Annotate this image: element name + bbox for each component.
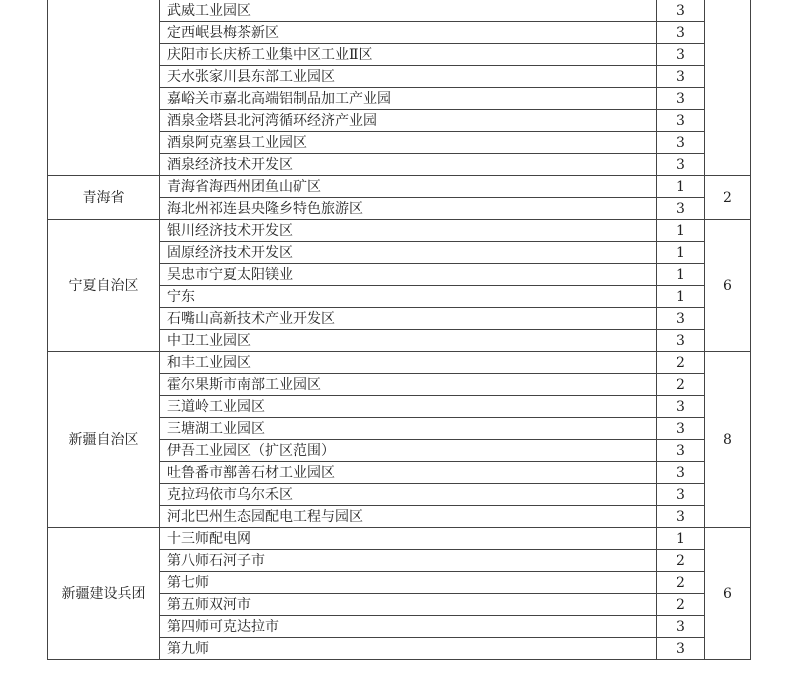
zone-count-cell: 2 bbox=[657, 550, 705, 572]
table-row bbox=[48, 176, 751, 198]
zone-count-cell: 1 bbox=[657, 176, 705, 198]
zone-count-cell: 2 bbox=[657, 572, 705, 594]
zone-name-cell: 酒泉金塔县北河湾循环经济产业园 bbox=[160, 110, 657, 132]
province-cell: 新疆建设兵团 bbox=[48, 528, 160, 660]
zone-count-cell: 3 bbox=[657, 0, 705, 22]
zone-name-cell: 宁东 bbox=[160, 286, 657, 308]
zone-name-cell: 酒泉经济技术开发区 bbox=[160, 154, 657, 176]
zone-name-cell: 嘉峪关市嘉北高端铝制品加工产业园 bbox=[160, 88, 657, 110]
province-cell bbox=[48, 0, 160, 176]
zone-count-cell: 3 bbox=[657, 396, 705, 418]
zone-name-cell: 中卫工业园区 bbox=[160, 330, 657, 352]
zone-count-cell: 2 bbox=[657, 352, 705, 374]
zone-name-cell: 河北巴州生态园配电工程与园区 bbox=[160, 506, 657, 528]
zone-name-cell: 青海省海西州团鱼山矿区 bbox=[160, 176, 657, 198]
province-cell: 青海省 bbox=[48, 176, 160, 220]
province-total-cell: 8 bbox=[705, 352, 751, 528]
zone-count-cell: 3 bbox=[657, 110, 705, 132]
zone-count-cell: 3 bbox=[657, 484, 705, 506]
industrial-park-table bbox=[47, 0, 751, 660]
zone-count-cell: 1 bbox=[657, 528, 705, 550]
zone-count-cell: 3 bbox=[657, 462, 705, 484]
industrial-park-table-wrapper bbox=[47, 0, 751, 660]
zone-count-cell: 1 bbox=[657, 242, 705, 264]
zone-name-cell: 石嘴山高新技术产业开发区 bbox=[160, 308, 657, 330]
zone-name-cell: 三塘湖工业园区 bbox=[160, 418, 657, 440]
zone-count-cell: 3 bbox=[657, 22, 705, 44]
zone-name-cell: 固原经济技术开发区 bbox=[160, 242, 657, 264]
zone-count-cell: 3 bbox=[657, 418, 705, 440]
zone-name-cell: 第九师 bbox=[160, 638, 657, 660]
zone-count-cell: 3 bbox=[657, 616, 705, 638]
zone-name-cell: 霍尔果斯市南部工业园区 bbox=[160, 374, 657, 396]
zone-name-cell: 庆阳市长庆桥工业集中区工业Ⅱ区 bbox=[160, 44, 657, 66]
zone-count-cell: 3 bbox=[657, 88, 705, 110]
zone-name-cell: 吴忠市宁夏太阳镁业 bbox=[160, 264, 657, 286]
zone-name-cell: 吐鲁番市鄯善石材工业园区 bbox=[160, 462, 657, 484]
zone-name-cell: 武威工业园区 bbox=[160, 0, 657, 22]
zone-name-cell: 第八师石河子市 bbox=[160, 550, 657, 572]
zone-count-cell: 3 bbox=[657, 198, 705, 220]
zone-name-cell: 天水张家川县东部工业园区 bbox=[160, 66, 657, 88]
table-body bbox=[48, 0, 751, 660]
zone-count-cell: 3 bbox=[657, 44, 705, 66]
table-row bbox=[48, 528, 751, 550]
zone-name-cell: 和丰工业园区 bbox=[160, 352, 657, 374]
zone-count-cell: 3 bbox=[657, 308, 705, 330]
zone-count-cell: 3 bbox=[657, 330, 705, 352]
zone-count-cell: 3 bbox=[657, 132, 705, 154]
zone-count-cell: 3 bbox=[657, 638, 705, 660]
zone-count-cell: 1 bbox=[657, 220, 705, 242]
province-total-cell: 2 bbox=[705, 176, 751, 220]
zone-count-cell: 3 bbox=[657, 440, 705, 462]
province-cell: 新疆自治区 bbox=[48, 352, 160, 528]
zone-count-cell: 2 bbox=[657, 594, 705, 616]
zone-count-cell: 3 bbox=[657, 66, 705, 88]
province-total-cell: 6 bbox=[705, 528, 751, 660]
zone-count-cell: 2 bbox=[657, 374, 705, 396]
zone-count-cell: 1 bbox=[657, 286, 705, 308]
zone-name-cell: 十三师配电网 bbox=[160, 528, 657, 550]
zone-name-cell: 酒泉阿克塞县工业园区 bbox=[160, 132, 657, 154]
zone-name-cell: 第五师双河市 bbox=[160, 594, 657, 616]
zone-name-cell: 克拉玛依市乌尔禾区 bbox=[160, 484, 657, 506]
zone-name-cell: 三道岭工业园区 bbox=[160, 396, 657, 418]
zone-count-cell: 3 bbox=[657, 506, 705, 528]
table-row bbox=[48, 0, 751, 22]
table-row bbox=[48, 352, 751, 374]
zone-count-cell: 3 bbox=[657, 154, 705, 176]
zone-name-cell: 海北州祁连县央隆乡特色旅游区 bbox=[160, 198, 657, 220]
zone-count-cell: 1 bbox=[657, 264, 705, 286]
province-total-cell bbox=[705, 0, 751, 176]
table-row bbox=[48, 220, 751, 242]
zone-name-cell: 定西岷县梅茶新区 bbox=[160, 22, 657, 44]
zone-name-cell: 第四师可克达拉市 bbox=[160, 616, 657, 638]
province-total-cell: 6 bbox=[705, 220, 751, 352]
province-cell: 宁夏自治区 bbox=[48, 220, 160, 352]
zone-name-cell: 第七师 bbox=[160, 572, 657, 594]
zone-name-cell: 伊吾工业园区（扩区范围） bbox=[160, 440, 657, 462]
zone-name-cell: 银川经济技术开发区 bbox=[160, 220, 657, 242]
